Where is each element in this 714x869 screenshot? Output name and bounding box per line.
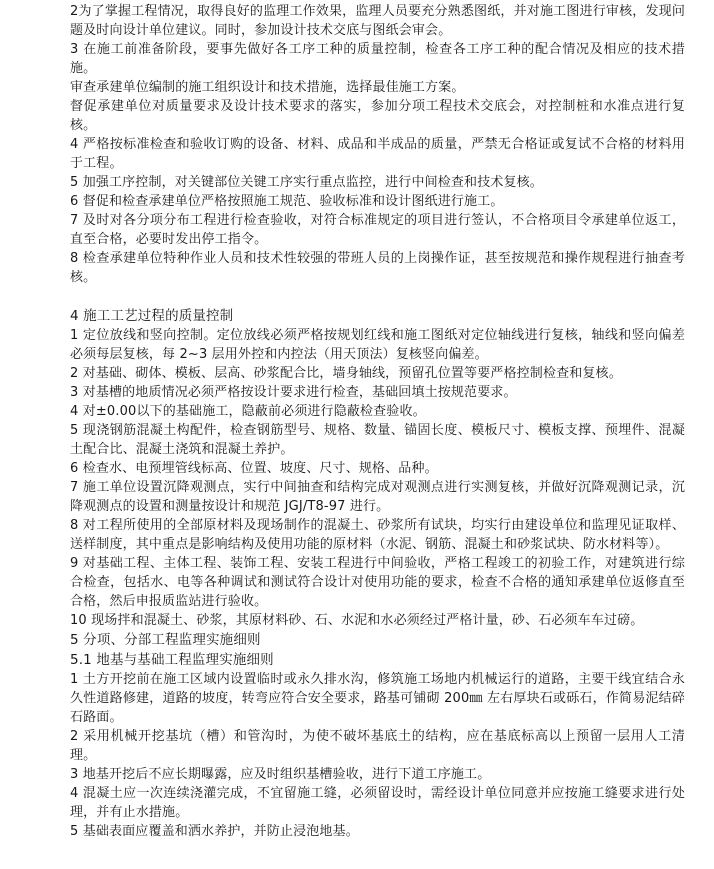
paragraph: 3 在施工前准备阶段，要事先做好各工序工种的质量控制，检查各工序工种的配合情况及相应的技术措施。: [70, 42, 685, 76]
blank-line: [70, 287, 685, 306]
paragraph: 6 督促和检查承建单位严格按照施工规范、验收标准和设计图纸进行施工。: [70, 194, 504, 209]
section-heading: 4 施工工艺过程的质量控制: [70, 308, 234, 324]
section-heading: 5 分项、分部工程监理实施细则: [70, 632, 261, 648]
paragraph: 6 检查水、电预埋管线标高、位置、坡度、尺寸、规格、品种。: [70, 461, 438, 476]
paragraph: 2 采用机械开挖基坑（槽）和管沟时，为使不破坏基底土的结构，应在基底标高以上预留一层用人工清理。: [70, 729, 685, 763]
paragraph: 5 加强工序控制，对关键部位关键工序实行重点监控，进行中间检查和技术复核。: [70, 175, 543, 190]
paragraph: 2为了掌握工程情况，取得良好的监理工作效果，监理人员要充分熟悉图纸，并对施工图进行审核，发现问题及时向设计单位建议。同时，参加设计技术交底与图纸会审会。: [70, 4, 685, 38]
paragraph: 8 检查承建单位特种作业人员和技术性较强的带班人员的上岗操作证，甚至按规范和操作规程进行抽查考核。: [70, 251, 685, 285]
paragraph: 1 土方开挖前在施工区域内设置临时或永久排水沟，修筑施工场地内机械运行的道路，主要干线宜结合永久性道路修建，道路的坡度，转弯应符合安全要求，路基可铺砌 200㎜ 左右厚块石或砾石，作简易泥结碎石路面。: [70, 672, 685, 725]
paragraph: 4 严格按标准检查和验收订购的设备、材料、成品和半成品的质量，严禁无合格证或复试不合格的材料用于工程。: [70, 137, 685, 171]
document-body: [70, 2, 685, 841]
paragraph: 7 及时对各分项分布工程进行检查验收，对符合标准规定的项目进行签认，不合格项目令承建单位返工，直至合格，必要时发出停工指令。: [70, 213, 685, 247]
paragraph: 2 对基础、砌体、模板、层高、砂浆配合比，墙身轴线，预留孔位置等要严格控制检查和复核。: [70, 366, 622, 381]
paragraph: 7 施工单位设置沉降观测点，实行中间抽查和结构完成对观测点进行实测复核，并做好沉降观测记录，沉降观测点的设置和测量按设计和规范 JGJ/T8-97 进行。: [70, 480, 685, 514]
paragraph: 10 现场拌和混凝土、砂浆，其原材料砂、石、水泥和水必须经过严格计量，砂、石必须车车过磅。: [70, 613, 644, 628]
paragraph: 5 现浇钢筋混凝土构配件，检查钢筋型号、规格、数量、锚固长度、模板尺寸、模板支撑、预埋件、混凝土配合比、混凝土浇筑和混凝土养护。: [70, 423, 685, 457]
paragraph: 督促承建单位对质量要求及设计技术要求的落实，参加分项工程技术交底会，对控制桩和水准点进行复核。: [70, 99, 685, 133]
paragraph: 4 混凝土应一次连续浇灌完成，不宜留施工缝，必须留设时，需经设计单位同意并应按施工缝要求进行处理，并有止水措施。: [70, 786, 685, 820]
paragraph: 8 对工程所使用的全部原材料及现场制作的混凝土、砂浆所有试块，均实行由建设单位和监理见证取样、送样制度，其中重点是影响结构及使用功能的原材料（水泥、钢筋、混凝土和砂浆试块、防水材料等）。: [70, 518, 685, 552]
paragraph: 4 对±0.00以下的基础施工，隐蔽前必须进行隐蔽检查验收。: [70, 404, 426, 419]
paragraph: 3 对基槽的地质情况必须严格按设计要求进行检查，基础回填土按规范要求。: [70, 385, 517, 400]
paragraph: 3 地基开挖后不应长期曝露，应及时组织基槽验收，进行下道工序施工。: [70, 767, 491, 782]
paragraph: 5 基础表面应覆盖和洒水养护，并防止浸泡地基。: [70, 824, 359, 839]
paragraph: 1 定位放线和竖向控制。定位放线必须严格按规划红线和施工图纸对定位轴线进行复核，轴线和竖向偏差必须每层复核，每 2~3 层用外控和内控法（用天顶法）复核竖向偏差。: [70, 328, 685, 362]
subsection-heading: 5.1 地基与基础工程监理实施细则: [70, 652, 274, 668]
paragraph: 审查承建单位编制的施工组织设计和技术措施，选择最佳施工方案。: [70, 80, 465, 95]
paragraph: 9 对基础工程、主体工程、装饰工程、安装工程进行中间验收，严格工程竣工的初验工作，对建筑进行综合检查，包括水、电等各种调试和测试符合设计对使用功能的要求，检查不合格的通知承建单位返修直至合格，然后申报质监站进行验收。: [70, 556, 685, 609]
